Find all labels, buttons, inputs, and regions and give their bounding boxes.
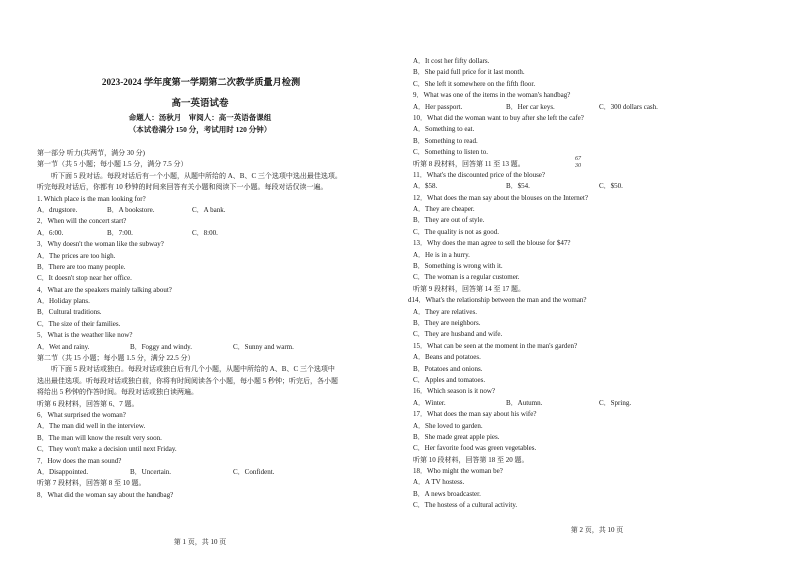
- option[interactable]: A．Wet and rainy.: [37, 342, 90, 351]
- left-content: [37, 148, 387, 501]
- options-row: [413, 102, 783, 113]
- option[interactable]: C．A bank.: [192, 205, 226, 214]
- option[interactable]: C．They are husband and wife.: [413, 330, 503, 339]
- option[interactable]: B．Cultural traditions.: [37, 308, 102, 317]
- question: 4．What are the speakers mainly talking about?: [37, 285, 172, 294]
- option[interactable]: B．They are neighbors.: [413, 318, 481, 327]
- question: 10．What did the woman want to buy after she left the cafe?: [413, 113, 584, 122]
- question: 11．What's the discounted price of the blouse?: [413, 170, 546, 179]
- material-heading: 听第 7 段材料，回答第 8 至 10 题。: [37, 479, 146, 488]
- option[interactable]: C．8:00.: [192, 228, 218, 237]
- option[interactable]: C．They won't make a decision until next Friday.: [37, 445, 177, 454]
- option[interactable]: B．The man will know the result very soon.: [37, 433, 162, 442]
- exam-title: 2023-2024 学年度第一学期第二次教学质量月检测: [101, 77, 301, 87]
- page-footer: 第 1 页，共 10 页: [173, 538, 227, 546]
- authors-line: 命题人：汤秋月 审阅人：高一英语备课组: [128, 113, 272, 122]
- handwritten-note: 67 30: [575, 156, 581, 169]
- instruction-line: 听下面 5 段对话或独白。每段对话或独白后有几个小题，从题中所给的 A、B、C 三个选项中: [51, 365, 335, 374]
- part-heading: 第一部分 听力(共两节，满分 30 分): [37, 149, 145, 157]
- option[interactable]: B．Potatoes and onions.: [413, 364, 483, 373]
- question: 7．How does the man sound?: [37, 456, 122, 465]
- option[interactable]: A．$58.: [413, 182, 438, 191]
- option[interactable]: C．It doesn't stop near her office.: [37, 274, 132, 283]
- options-row: [37, 342, 387, 353]
- question: 9．What was one of the items in the woman's handbag?: [413, 91, 571, 100]
- section-heading: 第一节（共 5 小题；每小题 1.5 分，满分 7.5 分）: [37, 160, 188, 169]
- material-heading: 听第 8 段材料，回答第 11 至 13 题。: [413, 159, 525, 168]
- option[interactable]: C．The size of their families.: [37, 319, 121, 328]
- question: 8．What did the woman say about the handbag?: [37, 490, 174, 499]
- option[interactable]: A．Winter.: [413, 398, 446, 407]
- option[interactable]: B．She paid full price for it last month.: [413, 68, 525, 77]
- question: 6．What surprised the woman?: [37, 410, 126, 419]
- option[interactable]: C．Spring.: [599, 398, 632, 407]
- option[interactable]: C．Something to listen to.: [413, 148, 489, 157]
- exam-subtitle: 高一英语试卷: [171, 99, 229, 109]
- option[interactable]: A．6:00.: [37, 228, 64, 237]
- question: 13．Why does the man agree to sell the blouse for $47?: [413, 239, 571, 248]
- option[interactable]: B．Something is wrong with it.: [413, 262, 503, 271]
- material-heading: 听第 10 段材料，回答第 18 至 20 题。: [413, 455, 529, 464]
- option[interactable]: A．Something to eat.: [413, 125, 475, 134]
- option[interactable]: B．A news broadcaster.: [413, 489, 481, 498]
- option[interactable]: C．Apples and tomatoes.: [413, 375, 486, 384]
- option[interactable]: C．Her favorite food was green vegetables.: [413, 444, 537, 453]
- option[interactable]: A．They are cheaper.: [413, 205, 475, 214]
- option[interactable]: A．Disappointed.: [37, 467, 89, 476]
- material-heading: 听第 6 段材料，回答第 6、7 题。: [37, 399, 139, 408]
- options-row: [37, 205, 387, 216]
- option[interactable]: A．The man did well in the interview.: [37, 422, 146, 431]
- option[interactable]: C．Sunny and warm.: [233, 342, 294, 351]
- instruction-line: 听完每段对话后，你都有 10 秒钟的时间来回答有关小题和阅读下一小题。每段对话仅读一遍。: [37, 183, 328, 192]
- option[interactable]: B．Autumn.: [506, 398, 543, 407]
- question: 17．What does the man say about his wife?: [413, 410, 537, 419]
- option[interactable]: B．Foggy and windy.: [130, 342, 192, 351]
- option[interactable]: C．$50.: [599, 182, 623, 191]
- option[interactable]: A．A TV hostess.: [413, 478, 465, 487]
- options-row: [413, 181, 783, 192]
- option[interactable]: A．Her passport.: [413, 102, 463, 111]
- option[interactable]: A．It cost her fifty dollars.: [413, 57, 490, 65]
- option[interactable]: B．Her car keys.: [506, 102, 555, 111]
- option[interactable]: A．They are relatives.: [413, 307, 477, 316]
- page-footer: 第 2 页，共 10 页: [570, 526, 624, 534]
- option[interactable]: C．The hostess of a cultural activity.: [413, 501, 518, 510]
- option[interactable]: A．The prices are too high.: [37, 251, 116, 260]
- question: 1. Which place is the man looking for?: [37, 194, 146, 203]
- option[interactable]: B．$54.: [506, 182, 530, 191]
- question: 15．What can be seen at the moment in the man's garden?: [413, 341, 578, 350]
- option[interactable]: C．300 dollars cash.: [599, 102, 658, 111]
- question: 5．What is the weather like now?: [37, 331, 133, 340]
- option[interactable]: B．7:00.: [107, 228, 133, 237]
- right-content: [408, 56, 783, 512]
- right-page: [397, 0, 794, 561]
- question: 2．When will the concert start?: [37, 217, 127, 226]
- options-row: [37, 467, 387, 478]
- question: 16．Which season is it now?: [413, 387, 496, 396]
- option[interactable]: A．Holiday plans.: [37, 297, 90, 306]
- exam-info: （本试卷满分 150 分，考试用时 120 分钟）: [128, 125, 272, 134]
- section-heading: 第二节（共 15 小题；每小题 1.5 分，满分 22.5 分）: [37, 354, 195, 363]
- option[interactable]: B．Uncertain.: [130, 467, 172, 476]
- option[interactable]: B．A bookstore.: [107, 205, 155, 214]
- option[interactable]: C．She left it somewhere on the fifth floor.: [413, 79, 536, 88]
- option[interactable]: B．She made great apple pies.: [413, 432, 500, 441]
- option[interactable]: C．Confident.: [233, 467, 275, 476]
- question: 3．Why doesn't the woman like the subway?: [37, 240, 164, 249]
- instruction-line: 听下面 5 段对话。每段对话后有一个小题，从题中所给的 A、B、C 三个选项中选出最佳选项。: [51, 171, 342, 180]
- question: d14．What's the relationship between the man and the woman?: [408, 296, 587, 305]
- option[interactable]: B．Something to read.: [413, 136, 478, 145]
- option[interactable]: A．She loved to garden.: [413, 421, 483, 430]
- question: 12．What does the man say about the blouses on the Internet?: [413, 193, 588, 202]
- option[interactable]: B．There are too many people.: [37, 262, 126, 271]
- option[interactable]: A．He is in a hurry.: [413, 250, 470, 259]
- question: 18．Who might the woman be?: [413, 467, 503, 476]
- option[interactable]: C．The woman is a regular customer.: [413, 273, 520, 282]
- options-row: [413, 398, 783, 409]
- options-row: [37, 228, 387, 239]
- instruction-line: 选出最佳选项。听每段对话或独白前，你将有时间阅读各个小题，每小题 5 秒钟；听完后，各小题: [37, 376, 338, 385]
- option[interactable]: B．They are out of style.: [413, 216, 485, 225]
- option[interactable]: A．drugstore.: [37, 205, 78, 214]
- option[interactable]: C．The quality is not as good.: [413, 227, 499, 236]
- material-heading: 听第 9 段材料，回答第 14 至 17 题。: [413, 284, 525, 293]
- option[interactable]: A．Beans and potatoes.: [413, 353, 481, 362]
- instruction-line: 将给出 5 秒钟的作答时间。每段对话或独白读两遍。: [37, 388, 198, 397]
